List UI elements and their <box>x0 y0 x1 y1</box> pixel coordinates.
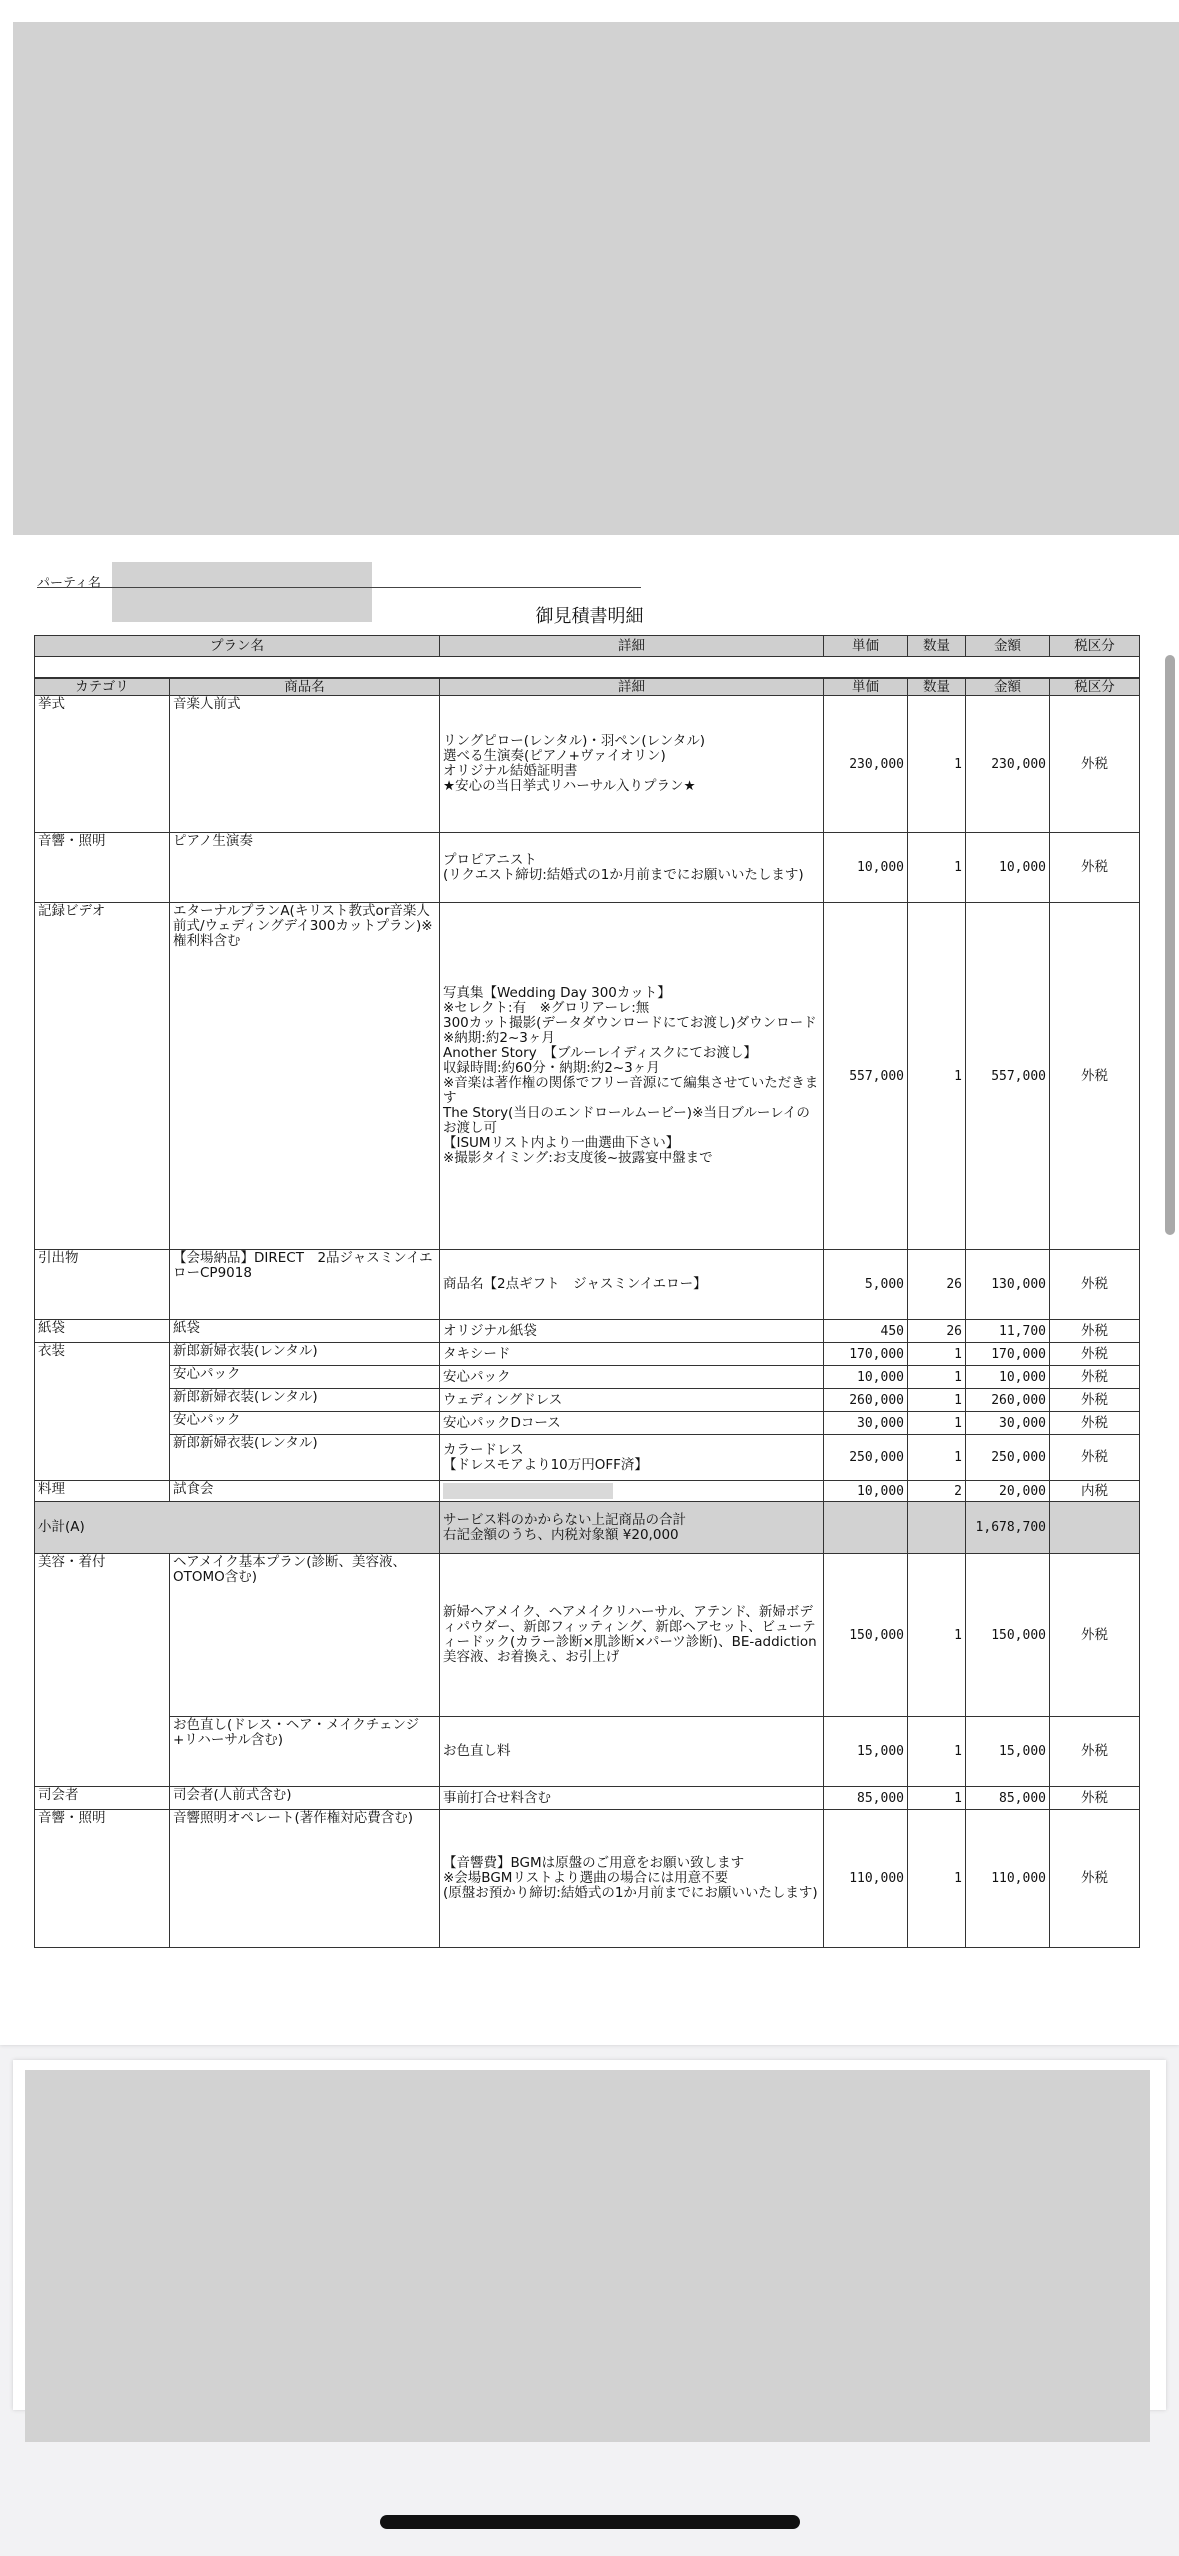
row-category: 音響・照明 <box>35 833 170 903</box>
home-indicator[interactable] <box>380 2515 800 2529</box>
row-amount: 260,000 <box>966 1389 1050 1412</box>
row-price: 150,000 <box>824 1554 908 1717</box>
row-amount: 130,000 <box>966 1250 1050 1320</box>
table-row <box>35 1412 1140 1435</box>
row-product: 安心パック <box>170 1366 440 1389</box>
row-product: 音響照明オペレート(著作権対応費含む) <box>170 1810 440 1948</box>
row-amount: 250,000 <box>966 1435 1050 1481</box>
row-qty: 1 <box>908 1412 966 1435</box>
row-amount: 170,000 <box>966 1343 1050 1366</box>
row-amount: 20,000 <box>966 1481 1050 1502</box>
plan-name-header: プラン名 <box>35 636 440 657</box>
row-detail: タキシード <box>440 1343 824 1366</box>
row-qty: 2 <box>908 1481 966 1502</box>
row-qty: 1 <box>908 1389 966 1412</box>
row-category: 引出物 <box>35 1250 170 1320</box>
table-row <box>35 1481 1140 1502</box>
row-qty: 1 <box>908 1435 966 1481</box>
row-price: 30,000 <box>824 1412 908 1435</box>
row-tax: 外税 <box>1050 1412 1140 1435</box>
row-tax: 外税 <box>1050 1250 1140 1320</box>
col-category-header: カテゴリ <box>35 679 170 696</box>
row-qty: 1 <box>908 1787 966 1810</box>
row-qty: 1 <box>908 1717 966 1787</box>
row-tax: 外税 <box>1050 1320 1140 1343</box>
subtotal-qty-empty <box>908 1502 966 1554</box>
party-name-label: パーティ名 <box>37 576 101 591</box>
row-product: お色直し(ドレス・ヘア・メイクチェンジ+リハーサル含む) <box>170 1717 440 1787</box>
row-detail: 安心パックDコース <box>440 1412 824 1435</box>
row-tax: 内税 <box>1050 1481 1140 1502</box>
table-row <box>35 1717 1140 1787</box>
col-qty-header: 数量 <box>908 679 966 696</box>
row-detail: リングピロー(レンタル)・羽ペン(レンタル) 選べる生演奏(ピアノ+ヴァイオリン) オリジナル結婚証明書 ★安心の当日挙式リハーサル入りプラン★ <box>440 696 824 833</box>
row-tax: 外税 <box>1050 1435 1140 1481</box>
subtotal-detail: サービス料のかからない上記商品の合計 右記金額のうち、内税対象額 ¥20,000 <box>440 1502 824 1554</box>
redacted-text <box>443 1483 613 1499</box>
row-qty: 26 <box>908 1250 966 1320</box>
table-row <box>35 1554 1140 1717</box>
subtotal-amount: 1,678,700 <box>966 1502 1050 1554</box>
row-qty: 1 <box>908 1366 966 1389</box>
col-product-header: 商品名 <box>170 679 440 696</box>
subtotal-tax-empty <box>1050 1502 1140 1554</box>
row-qty: 1 <box>908 833 966 903</box>
row-detail: プロピアニスト (リクエスト締切:結婚式の1か月前までにお願いいたします) <box>440 833 824 903</box>
plan-amount-header: 金額 <box>966 636 1050 657</box>
row-price: 10,000 <box>824 1481 908 1502</box>
row-price: 170,000 <box>824 1343 908 1366</box>
estimate-items-table <box>34 678 1140 1948</box>
row-product: 新郎新婦衣装(レンタル) <box>170 1389 440 1412</box>
table-row <box>35 1435 1140 1481</box>
table-row <box>35 1389 1140 1412</box>
row-price: 260,000 <box>824 1389 908 1412</box>
subtotal-row <box>35 1502 1140 1554</box>
row-amount: 10,000 <box>966 1366 1050 1389</box>
table-row <box>35 1320 1140 1343</box>
row-detail: オリジナル紙袋 <box>440 1320 824 1343</box>
subtotal-price-empty <box>824 1502 908 1554</box>
row-product: 司会者(人前式含む) <box>170 1787 440 1810</box>
row-amount: 230,000 <box>966 696 1050 833</box>
row-amount: 110,000 <box>966 1810 1050 1948</box>
table-row <box>35 1343 1140 1366</box>
row-price: 450 <box>824 1320 908 1343</box>
table-row <box>35 1366 1140 1389</box>
row-category: 料理 <box>35 1481 170 1502</box>
row-category: 司会者 <box>35 1787 170 1810</box>
row-category: 記録ビデオ <box>35 903 170 1250</box>
plan-tax-header: 税区分 <box>1050 636 1140 657</box>
row-detail: 【音響費】BGMは原盤のご用意をお願い致します ※会場BGMリストより選曲の場合には用意不要 (原盤お預かり締切:結婚式の1か月前までにお願いいたします) <box>440 1810 824 1948</box>
row-tax: 外税 <box>1050 696 1140 833</box>
row-category: 衣装 <box>35 1343 170 1481</box>
row-detail: 写真集【Wedding Day 300カット】 ※セレクト:有 ※グロリアーレ:無 300カット撮影(データダウンロードにてお渡し)ダウンロード ※納期:約2~3ヶ月 Another Story 【ブルーレイディスクにてお渡し】 収録時間:約60分・納期:約2~3ヶ月 ※音楽は著作権の関係でフリー音源にて編集させていただきます The Story(当日のエンドロールムービー)※当日ブルーレイのお渡し可 【ISUMリスト内より一曲選曲下さい】 ※撮影タイミング:お支度後~披露宴中盤まで <box>440 903 824 1250</box>
row-tax: 外税 <box>1050 903 1140 1250</box>
plan-qty-header: 数量 <box>908 636 966 657</box>
row-price: 15,000 <box>824 1717 908 1787</box>
table-row <box>35 1810 1140 1948</box>
party-name-underline <box>37 587 641 588</box>
row-tax: 外税 <box>1050 1343 1140 1366</box>
row-product: エターナルプランA(キリスト教式or音楽人前式/ウェディングデイ300カットプラン)※権利料含む <box>170 903 440 1250</box>
row-tax: 外税 <box>1050 1366 1140 1389</box>
row-product: 【会場納品】DIRECT 2品ジャスミンイエローCP9018 <box>170 1250 440 1320</box>
plan-detail-header: 詳細 <box>440 636 824 657</box>
row-tax: 外税 <box>1050 1810 1140 1948</box>
row-category: 音響・照明 <box>35 1810 170 1948</box>
row-price: 85,000 <box>824 1787 908 1810</box>
row-tax: 外税 <box>1050 1554 1140 1717</box>
row-detail: カラードレス 【ドレスモアより10万円OFF済】 <box>440 1435 824 1481</box>
row-detail: 新婦ヘアメイク、ヘアメイクリハーサル、アテンド、新婦ボディパウダー、新郎フィッティング、新郎ヘアセット、ビューティードック(カラー診断×肌診断×パーツ診断)、BE-addiction美容液、お着換え、お引上げ <box>440 1554 824 1717</box>
row-price: 230,000 <box>824 696 908 833</box>
row-qty: 1 <box>908 903 966 1250</box>
col-price-header: 単価 <box>824 679 908 696</box>
row-category: 挙式 <box>35 696 170 833</box>
row-qty: 26 <box>908 1320 966 1343</box>
table-row <box>35 1250 1140 1320</box>
row-product: ピアノ生演奏 <box>170 833 440 903</box>
row-amount: 11,700 <box>966 1320 1050 1343</box>
col-tax-header: 税区分 <box>1050 679 1140 696</box>
row-product: 新郎新婦衣装(レンタル) <box>170 1343 440 1366</box>
row-amount: 85,000 <box>966 1787 1050 1810</box>
row-product: ヘアメイク基本プラン(診断、美容液、OTOMO含む) <box>170 1554 440 1717</box>
row-price: 10,000 <box>824 1366 908 1389</box>
row-detail: お色直し料 <box>440 1717 824 1787</box>
document-title: 御見積書明細 <box>535 606 644 627</box>
row-price: 250,000 <box>824 1435 908 1481</box>
vertical-scrollbar[interactable] <box>1165 655 1175 1235</box>
redacted-image-top <box>13 22 1179 535</box>
row-product: 紙袋 <box>170 1320 440 1343</box>
row-qty: 1 <box>908 696 966 833</box>
table-row <box>35 903 1140 1250</box>
col-detail-header: 詳細 <box>440 679 824 696</box>
row-price: 5,000 <box>824 1250 908 1320</box>
row-amount: 15,000 <box>966 1717 1050 1787</box>
row-tax: 外税 <box>1050 1389 1140 1412</box>
row-product: 新郎新婦衣装(レンタル) <box>170 1435 440 1481</box>
row-detail: 事前打合せ料含む <box>440 1787 824 1810</box>
row-amount: 30,000 <box>966 1412 1050 1435</box>
table-row <box>35 833 1140 903</box>
row-price: 557,000 <box>824 903 908 1250</box>
plan-empty-row <box>35 657 1140 678</box>
table-row <box>35 696 1140 833</box>
row-category: 美容・着付 <box>35 1554 170 1787</box>
redacted-image-bottom <box>25 2070 1150 2442</box>
row-amount: 150,000 <box>966 1554 1050 1717</box>
row-price: 110,000 <box>824 1810 908 1948</box>
col-amount-header: 金額 <box>966 679 1050 696</box>
row-qty: 1 <box>908 1554 966 1717</box>
row-amount: 557,000 <box>966 903 1050 1250</box>
row-detail: 安心パック <box>440 1366 824 1389</box>
row-amount: 10,000 <box>966 833 1050 903</box>
subtotal-label: 小計(A) <box>35 1502 440 1554</box>
row-product: 試食会 <box>170 1481 440 1502</box>
table-row <box>35 1787 1140 1810</box>
row-qty: 1 <box>908 1810 966 1948</box>
row-product: 音楽人前式 <box>170 696 440 833</box>
plan-price-header: 単価 <box>824 636 908 657</box>
row-qty: 1 <box>908 1343 966 1366</box>
row-product: 安心パック <box>170 1412 440 1435</box>
row-tax: 外税 <box>1050 833 1140 903</box>
row-category: 紙袋 <box>35 1320 170 1343</box>
row-detail: 商品名【2点ギフト ジャスミンイエロー】 <box>440 1250 824 1320</box>
row-tax: 外税 <box>1050 1717 1140 1787</box>
plan-header-table <box>34 635 1140 678</box>
row-price: 10,000 <box>824 833 908 903</box>
row-tax: 外税 <box>1050 1787 1140 1810</box>
row-detail-redacted <box>440 1481 824 1502</box>
row-detail: ウェディングドレス <box>440 1389 824 1412</box>
